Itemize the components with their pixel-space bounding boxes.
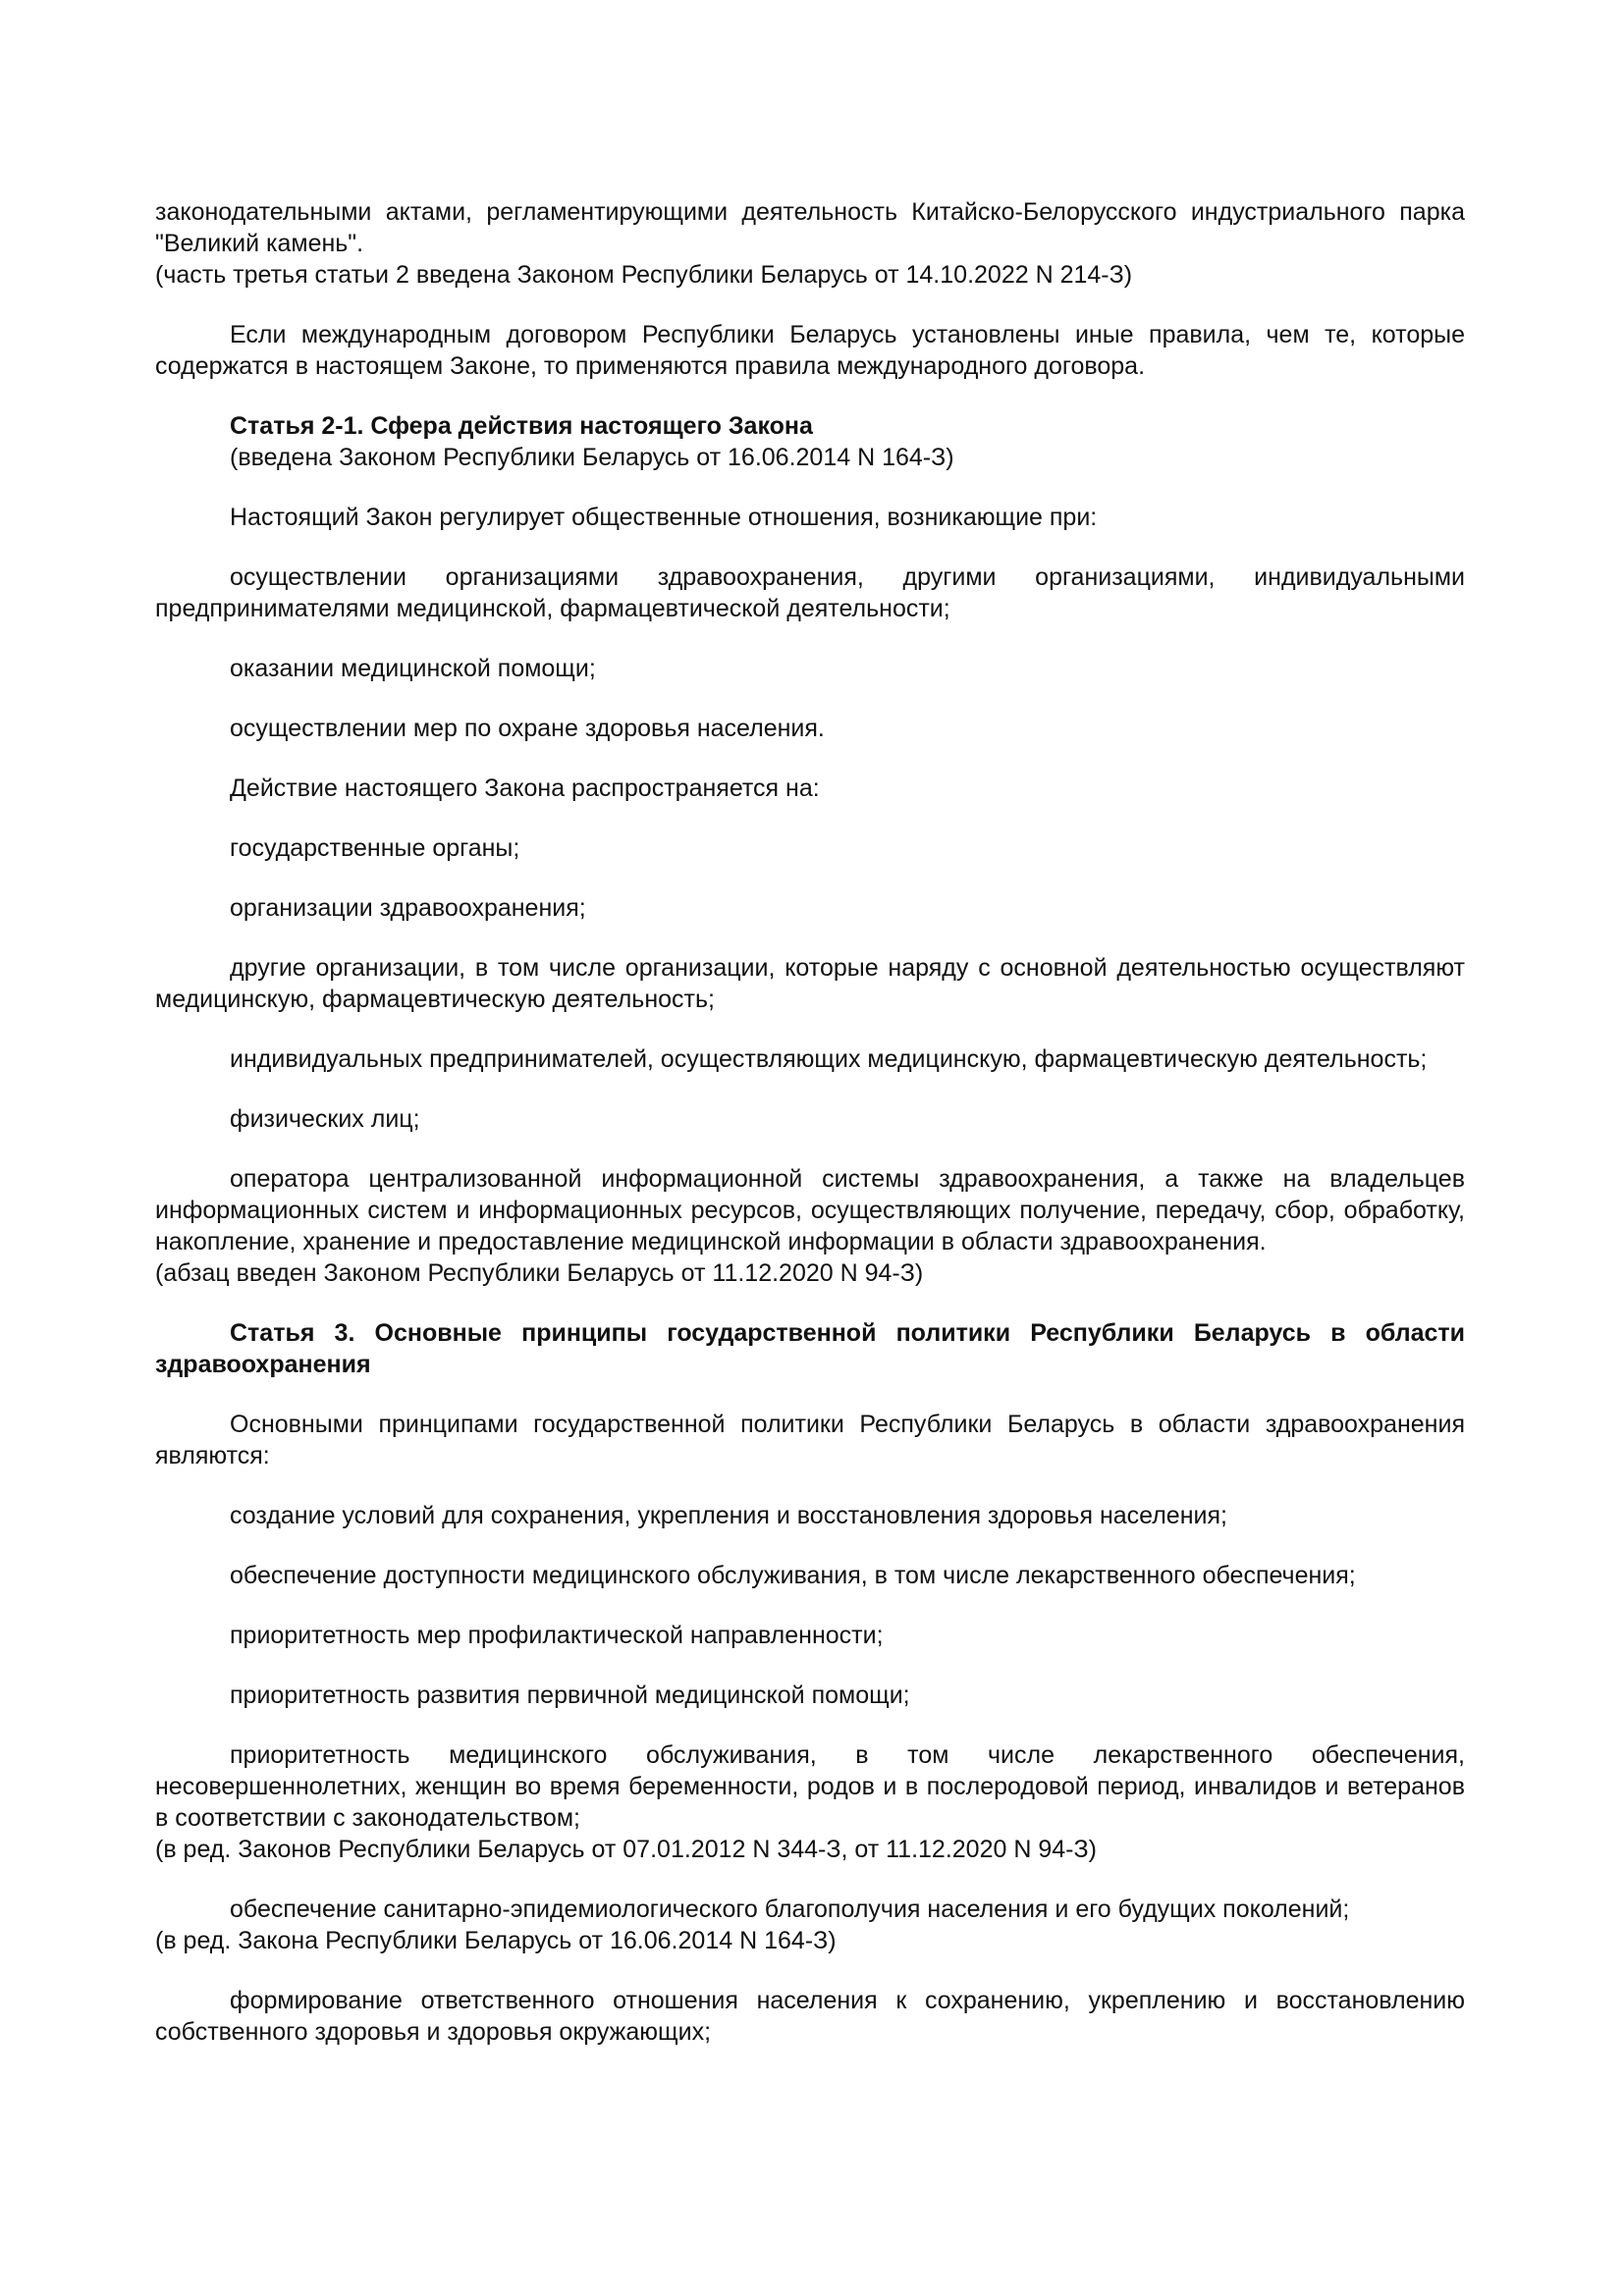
paragraph: физических лиц; <box>230 1105 420 1133</box>
paragraph <box>155 196 1465 291</box>
paragraph: Действие настоящего Закона распространяется на: <box>230 774 820 802</box>
paragraph: государственные органы; <box>230 834 520 862</box>
paragraph: организации здравоохранения; <box>230 894 586 922</box>
paragraph: Основными принципами государственной политики Республики Беларусь в области здравоохранения являются: <box>155 1411 1465 1469</box>
paragraph: обеспечение доступности медицинского обслуживания, в том числе лекарственного обеспечения; <box>230 1562 1356 1589</box>
paragraph <box>155 1739 1465 1865</box>
paragraph: осуществлении мер по охране здоровья населения. <box>230 715 825 742</box>
paragraph: Настоящий Закон регулирует общественные отношения, возникающие при: <box>230 504 1098 531</box>
paragraph-text: законодательными актами, регламентирующими деятельность Китайско-Белорусского индустриального парка "Великий камень". <box>155 198 1465 257</box>
amendment-note: (в ред. Законов Республики Беларусь от 07.01.2012 N 344-З, от 11.12.2020 N 94-З) <box>155 1836 1097 1863</box>
paragraph-text: обеспечение санитарно-эпидемиологического благополучия населения и его будущих поколений; <box>230 1896 1350 1923</box>
paragraph: приоритетность мер профилактической направленности; <box>230 1622 884 1649</box>
article-heading: Статья 2-1. Сфера действия настоящего Закона <box>230 412 813 440</box>
paragraph-text: приоритетность медицинского обслуживания, в том числе лекарственного обеспечения, несовершеннолетних, женщин во время беременности, родов и в послеродовой период, инвалидов и ветеранов в соответствии с законодательством; <box>155 1741 1465 1832</box>
paragraph: формирование ответственного отношения населения к сохранению, укреплению и восстановлению собственного здоровья и здоровья окружающих; <box>155 1987 1465 2046</box>
paragraph: приоритетность развития первичной медицинской помощи; <box>230 1682 910 1709</box>
amendment-note: (введена Законом Республики Беларусь от 16.06.2014 N 164-З) <box>230 444 954 471</box>
amendment-note: (часть третья статьи 2 введена Законом Республики Беларусь от 14.10.2022 N 214-З) <box>155 261 1133 289</box>
article-3-header <box>155 1317 1465 1380</box>
paragraph: создание условий для сохранения, укрепления и восстановления здоровья населения; <box>230 1502 1227 1529</box>
amendment-note: (абзац введен Законом Республики Беларусь от 11.12.2020 N 94-З) <box>155 1259 924 1287</box>
document-page <box>155 196 1465 2076</box>
amendment-note: (в ред. Закона Республики Беларусь от 16.06.2014 N 164-З) <box>155 1927 837 1954</box>
paragraph-text: оператора централизованной информационной системы здравоохранения, а также на владельцев информационных систем и информационных ресурсов, осуществляющих получение, передачу, сбор, обработку, накопление, хранение и предоставление медицинской информации в области здравоохранения. <box>155 1165 1465 1255</box>
paragraph: индивидуальных предпринимателей, осуществляющих медицинскую, фармацевтическую деятельность; <box>230 1045 1428 1073</box>
paragraph: осуществлении организациями здравоохранения, другими организациями, индивидуальными предпринимателями медицинской, фармацевтической деятельности; <box>155 563 1465 622</box>
article-2-1-header <box>155 410 1465 473</box>
paragraph <box>155 1894 1465 1956</box>
paragraph: Если международным договором Республики Беларусь установлены иные правила, чем те, которые содержатся в настоящем Законе, то применяются правила международного договора. <box>155 321 1465 380</box>
paragraph: оказании медицинской помощи; <box>230 655 596 682</box>
paragraph: другие организации, в том числе организации, которые наряду с основной деятельностью осуществляют медицинскую, фармацевтическую деятельность; <box>155 954 1465 1013</box>
paragraph <box>155 1163 1465 1289</box>
article-heading: Статья 3. Основные принципы государственной политики Республики Беларусь в области здравоохранения <box>155 1319 1465 1378</box>
